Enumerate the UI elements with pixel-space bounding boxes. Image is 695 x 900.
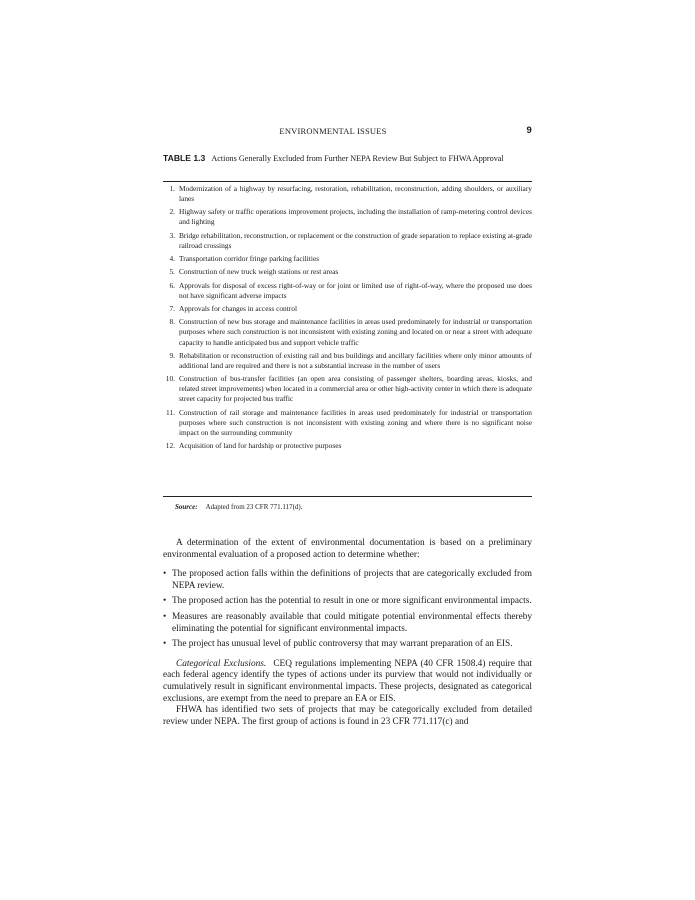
criteria-bullet-item (163, 612, 532, 635)
table-caption-text: Actions Generally Excluded from Further NEPA Review But Subject to FHWA Approval (211, 154, 504, 163)
table-caption (163, 153, 532, 164)
table-item (163, 281, 532, 301)
criteria-bullet-item (163, 569, 532, 592)
table-top-rule (163, 181, 532, 182)
table-item-number: 8. (169, 317, 175, 327)
bullet-text: Measures are reasonably available that could mitigate potential environmental effects thereby eliminating the potential for significant environmental impacts. (172, 611, 532, 634)
table-item-number: 5. (169, 267, 175, 277)
table-item-text: Bridge rehabilitation, reconstruction, or replacement or the construction of grade separation to replace existing at-grade railroad crossings (179, 230, 532, 250)
source-label: Source: (175, 503, 198, 511)
criteria-bullet-item (163, 596, 532, 608)
table-item-number: 11. (166, 407, 175, 417)
source-text: Adapted from 23 CFR 771.117(d). (205, 503, 303, 511)
page-number: 9 (526, 125, 532, 136)
table-source-note (175, 503, 303, 511)
table-item-number: 6. (169, 280, 175, 290)
table-item-number: 12. (165, 441, 175, 451)
running-head (163, 126, 532, 138)
table-item-number: 3. (169, 230, 175, 240)
table-item (163, 254, 532, 264)
table-item (163, 351, 532, 371)
table-item-number: 2. (169, 207, 175, 217)
table-item-number: 7. (169, 304, 175, 314)
table-item-number: 10. (165, 374, 175, 384)
table-item (163, 304, 532, 314)
bullet-text: The project has unusual level of public controversy that may warrant preparation of an EIS. (172, 639, 513, 650)
table-item-text: Construction of new truck weigh stations or rest areas (179, 267, 339, 277)
table-item-number: 4. (169, 254, 175, 264)
intro-paragraph: A determination of the extent of environmental documentation is based on a preliminary environmental evaluation of a proposed action to determine whether: (163, 538, 532, 560)
table-label: TABLE 1.3 (163, 153, 206, 163)
table-item (163, 374, 532, 404)
body-text (163, 538, 532, 728)
table-item-text: Construction of bus-transfer facilities (an open area consisting of passenger shelters, boarding areas, kiosks, and related street improvements) when located in a commercial area or other high-activity center in which there is adequate street capacity for projected bus traffic (179, 374, 532, 404)
table-item-text: Approvals for changes in access control (179, 304, 298, 314)
bullet-text: The proposed action has the potential to result in one or more significant environmental impacts. (172, 596, 532, 607)
running-title: ENVIRONMENTAL ISSUES (279, 126, 387, 136)
fhwa-paragraph: FHWA has identified two sets of projects that may be categorically excluded from detailed review under NEPA. The first group of actions is found in 23 CFR 771.117(c) and (163, 705, 532, 727)
table-item (163, 184, 532, 204)
table-item (163, 441, 532, 451)
table-item (163, 408, 532, 438)
table-item-text: Modernization of a highway by resurfacing, restoration, rehabilitation, reconstruction, adding shoulders, or auxiliary lanes (179, 184, 532, 204)
table-item (163, 207, 532, 227)
bullet-marker: • (163, 639, 167, 650)
table-item-text: Construction of new bus storage and maintenance facilities in areas used predominately for industrial or transportation purposes where such construction is not inconsistent with existing zoning and located on or near a street with adequate capacity to handle anticipated bus and support vehicle traffic (179, 317, 532, 347)
criteria-bullet-list (163, 569, 532, 651)
bullet-marker: • (163, 596, 167, 607)
bullet-marker: • (163, 569, 167, 580)
table-item (163, 317, 532, 347)
categorical-exclusions-text: CEQ regulations implementing NEPA (40 CFR 1508.4) require that each federal agency identify the types of actions under its purview that would not individually or cumulatively result in significant environmental impacts. These projects, designated as categorical exclusions, are exempt from the need to prepare an EA or EIS. (163, 658, 533, 704)
table-item-text: Approvals for disposal of excess right-of-way or for joint or limited use of right-of-way, where the proposed use does not have significant adverse impacts (179, 280, 532, 300)
table-item-text: Construction of rail storage and maintenance facilities in areas used predominately for industrial or transportation purposes where such construction is not inconsistent with existing zoning and where there is no significant noise impact on the surrounding community (179, 407, 532, 437)
table-item (163, 231, 532, 251)
bullet-marker: • (163, 611, 167, 622)
table-item-text: Rehabilitation or reconstruction of existing rail and bus buildings and ancillary facilities where only minor amounts of additional land are required and there is not a substantial increase in the number of users (179, 350, 532, 370)
table-item-number: 9. (169, 350, 175, 360)
table-item-text: Acquisition of land for hardship or protective purposes (179, 441, 342, 451)
categorical-exclusions-paragraph (163, 659, 532, 705)
table-item-number: 1. (169, 184, 175, 193)
table-item-text: Transportation corridor fringe parking facilities (179, 254, 320, 264)
table-item-list (163, 184, 532, 454)
categorical-exclusions-heading: Categorical Exclusions. (176, 658, 267, 669)
table-bottom-rule (163, 496, 532, 497)
table-item-text: Highway safety or traffic operations improvement projects, including the installation of ramp-metering control devices and lighting (179, 207, 532, 227)
bullet-text: The proposed action falls within the definitions of projects that are categorically excluded from NEPA review. (172, 569, 532, 591)
criteria-bullet-item (163, 639, 532, 651)
table-item (163, 267, 532, 277)
